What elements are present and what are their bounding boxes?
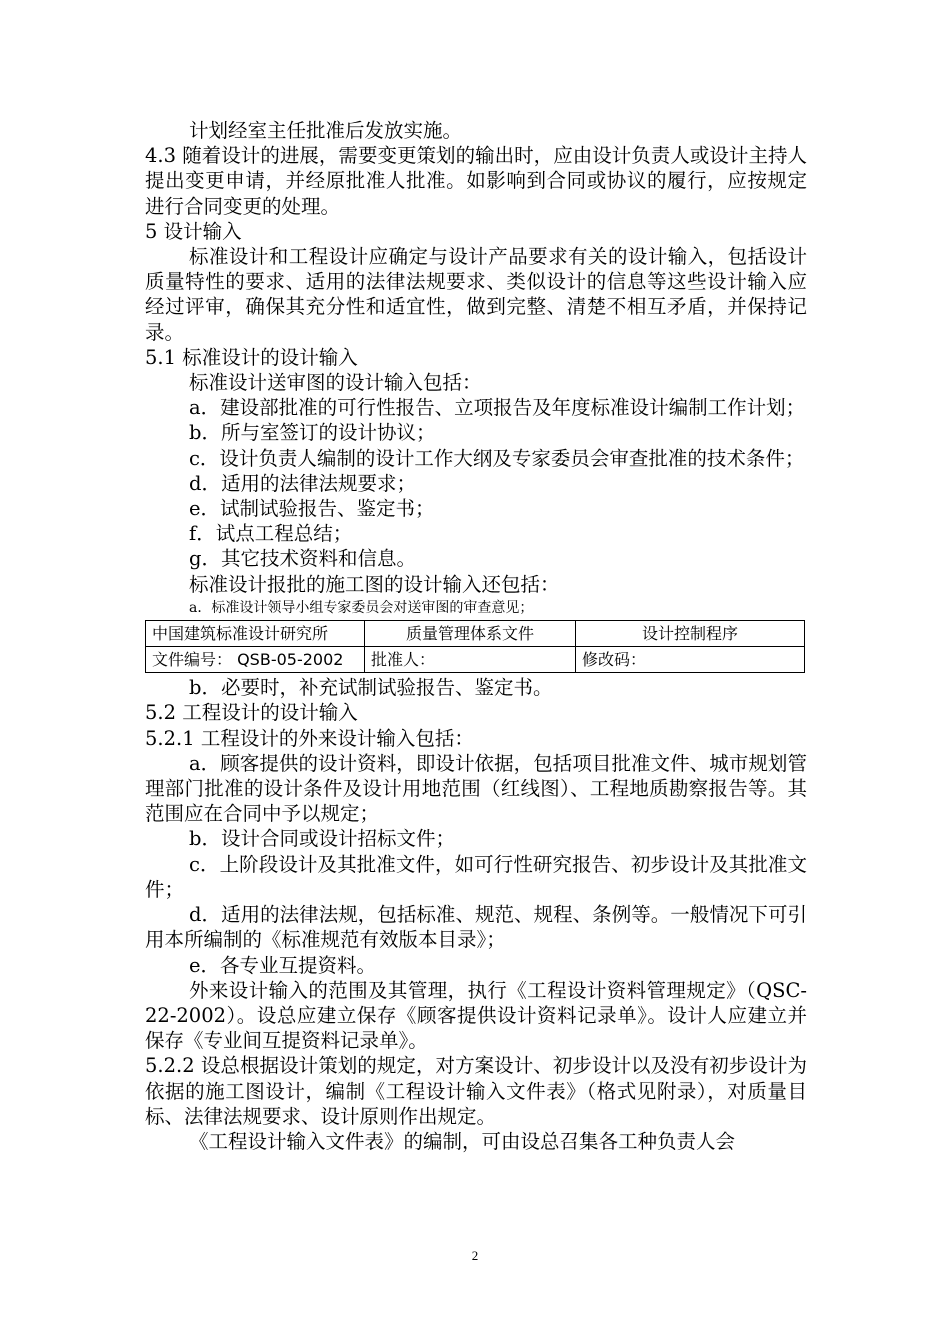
paragraph-q3: 5.2.1 工程设计的外来设计输入包括： [145,726,474,750]
paragraph-p6: 标准设计送审图的设计输入包括： [189,371,482,395]
paragraph-p11: e．试制试验报告、鉴定书； [189,497,435,521]
small-note-line: a．标准设计领导小组专家委员会对送审图的审查意见； [189,599,534,616]
header-doc-number-cell: 文件编号： QSB-05-2002 [146,647,365,673]
header-doc-type-cell: 质量管理体系文件 [365,620,576,646]
paragraph-p4: 标准设计和工程设计应确定与设计产品要求有关的设计输入，包括设计质量特性的要求、适用的法律法规要求、类似设计的信息等这些设计输入应经过评审，确保其充分性和适宜性，做到完整、清楚不相互矛盾，并保持记录。 [145,245,807,344]
paragraph-q10: 5.2.2 设总根据设计策划的规定，对方案设计、初步设计以及没有初步设计为依据的施工图设计，编制《工程设计输入文件表》（格式见附录），对质量目标、法律法规要求、设计原则作出规定。 [145,1054,807,1128]
paragraph-p8: b．所与室签订的设计协议； [189,421,436,445]
header-table-row [146,620,805,646]
document-header-table [145,620,805,673]
paragraph-p9: c．设计负责人编制的设计工作大纲及专家委员会审查批准的技术条件； [189,446,805,470]
paragraph-q9: 外来设计输入的范围及其管理，执行《工程设计资料管理规定》（QSC-22-2002）。设总应建立保存《顾客提供设计资料记录单》。设计人应建立并保存《专业间互提资料记录单》。 [145,978,807,1053]
header-approver-cell: 批准人： [365,647,576,673]
paragraph-p14: 标准设计报批的施工图的设计输入还包括： [189,572,560,596]
header-revision-cell: 修改码： [576,647,805,673]
paragraph-q1: b．必要时，补充试制试验报告、鉴定书。 [189,676,553,700]
paragraph-p13: g．其它技术资料和信息。 [189,547,416,571]
paragraphs-after-table [145,675,807,1154]
paragraphs-before-table [145,118,807,597]
header-procedure-cell: 设计控制程序 [576,620,805,646]
paragraph-p7: a．建设部批准的可行性报告、立项报告及年度标准设计编制工作计划； [189,396,806,420]
paragraph-q4: a．顾客提供的设计资料，即设计依据，包括项目批准文件、城市规划管理部门批准的设计条件及设计用地范围（红线图）、工程地质勘察报告等。其范围应在合同中予以规定； [145,751,807,826]
paragraph-p2: 4.3 随着设计的进展，需要变更策划的输出时，应由设计负责人或设计主持人提出变更申请，并经原批准人批准。如影响到合同或协议的履行，应按规定进行合同变更的处理。 [145,144,807,218]
header-institute-cell: 中国建筑标准设计研究所 [146,620,365,646]
paragraph-q5: b．设计合同或设计招标文件； [189,827,455,851]
paragraph-p1: 计划经室主任批准后发放实施。 [189,119,463,142]
page-number: 2 [471,1248,479,1263]
paragraph-q7: d．适用的法律法规，包括标准、规范、规程、条例等。一般情况下可引用本所编制的《标准规范有效版本目录》； [145,903,807,952]
paragraph-p10: d．适用的法律法规要求； [189,471,416,495]
paragraph-p5: 5.1 标准设计的设计输入 [145,345,358,369]
document-body [145,118,807,1154]
paragraph-q6: c．上阶段设计及其批准文件，如可行性研究报告、初步设计及其批准文件； [145,852,807,901]
header-table-row [146,647,805,673]
paragraph-q8: e．各专业互提资料。 [189,953,377,977]
paragraph-p12: f．试点工程总结； [189,522,353,546]
paragraph-q2: 5.2 工程设计的设计输入 [145,701,358,725]
paragraph-p3: 5 设计输入 [145,219,242,243]
paragraph-q11: 《工程设计输入文件表》的编制，可由设总召集各工种负责人会 [189,1129,736,1153]
